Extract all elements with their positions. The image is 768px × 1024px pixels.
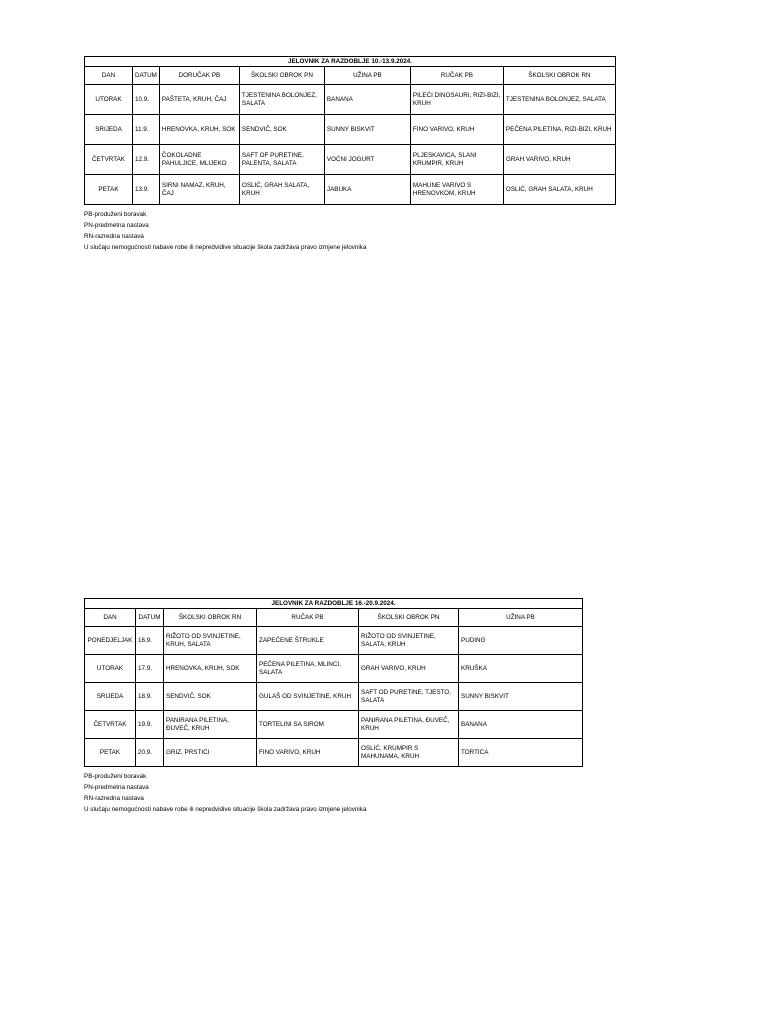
column-header: ŠKOLSKI OBROK PN bbox=[359, 609, 459, 627]
meal-cell: GRAH VARIVO, KRUH bbox=[503, 145, 615, 175]
menu-title: JELOVNIK ZA RAZDOBLJE 10.-13.9.2024. bbox=[85, 57, 616, 67]
date-cell: 19.9. bbox=[136, 711, 164, 739]
table-row bbox=[85, 115, 616, 145]
table-row bbox=[85, 655, 583, 683]
menu-title: JELOVNIK ZA RAZDOBLJE 16.-20.9.2024. bbox=[85, 599, 583, 609]
table-row bbox=[85, 683, 583, 711]
date-cell: 17.9. bbox=[136, 655, 164, 683]
column-header: DATUM bbox=[133, 67, 160, 85]
day-cell: PONEDJELJAK bbox=[85, 627, 136, 655]
note-line: U slučaju nemogućnosti nabave robe ili nepredvidive situacije škola zadržava pravo izmjene jelovnika bbox=[84, 244, 367, 251]
meal-cell: TJESTENINA BOLONJEZ, SALATA bbox=[503, 85, 615, 115]
day-cell: PETAK bbox=[85, 739, 136, 767]
meal-cell: TORTICA bbox=[459, 739, 583, 767]
meal-cell: GRIZ, PRSTIĆI bbox=[164, 739, 257, 767]
meal-cell: HRENOVKA, KRUH, SOK bbox=[159, 115, 239, 145]
note-line: PB-produženi boravak bbox=[84, 773, 147, 780]
header-row bbox=[85, 609, 583, 627]
day-cell: ČETVRTAK bbox=[85, 145, 133, 175]
meal-cell: SAFT OD PURETINE, TJESTO, SALATA bbox=[359, 683, 459, 711]
meal-cell: JABUKA bbox=[324, 175, 410, 205]
meal-cell: ČOKOLADNE PAHULJICE, MLIJEKO bbox=[159, 145, 239, 175]
column-header: ŠKOLSKI OBROK PN bbox=[239, 67, 324, 85]
date-cell: 12.9. bbox=[133, 145, 160, 175]
meal-cell: PEČENA PILETINA, MLINCI, SALATA bbox=[257, 655, 359, 683]
day-cell: SRIJEDA bbox=[85, 115, 133, 145]
date-cell: 18.9. bbox=[136, 683, 164, 711]
date-cell: 20.9. bbox=[136, 739, 164, 767]
meal-cell: PLJESKAVICA, SLANI KRUMPIR, KRUH bbox=[410, 145, 503, 175]
meal-cell: KRUŠKA bbox=[459, 655, 583, 683]
meal-cell: PEČENA PILETINA, RIZI-BIZI, KRUH bbox=[503, 115, 615, 145]
menu-table-2 bbox=[84, 598, 583, 767]
menu-table-1 bbox=[84, 56, 616, 205]
meal-cell: OSLIĆ, GRAH SALATA, KRUH bbox=[503, 175, 615, 205]
meal-cell: SENDVIČ, SOK bbox=[164, 683, 257, 711]
meal-cell: TJESTENINA BOLONJEZ, SALATA bbox=[239, 85, 324, 115]
column-header: UŽINA PB bbox=[324, 67, 410, 85]
meal-cell: SIRNI NAMAZ, KRUH, ČAJ bbox=[159, 175, 239, 205]
column-header: DORUČAK PB bbox=[159, 67, 239, 85]
day-cell: ČETVRTAK bbox=[85, 711, 136, 739]
meal-cell: SENDVIČ, SOK bbox=[239, 115, 324, 145]
meal-cell: RIŽOTO OD SVINJETINE, KRUH, SALATA bbox=[164, 627, 257, 655]
column-header: ŠKOLSKI OBROK RN bbox=[164, 609, 257, 627]
column-header: DAN bbox=[85, 67, 133, 85]
meal-cell: OSLIĆ, KRUMPIR S MAHUNAMA, KRUH bbox=[359, 739, 459, 767]
notes bbox=[84, 771, 583, 815]
menu-block-1 bbox=[84, 56, 616, 253]
note-line: PB-produženi boravak bbox=[84, 211, 147, 218]
header-row bbox=[85, 67, 616, 85]
meal-cell: FINO VARIVO, KRUH bbox=[257, 739, 359, 767]
notes bbox=[84, 209, 616, 253]
meal-cell: GRAH VARIVO, KRUH bbox=[359, 655, 459, 683]
note-line: PN-predmetna nastava bbox=[84, 222, 149, 229]
meal-cell: SUNNY BISKVIT bbox=[459, 683, 583, 711]
meal-cell: PILEĆI DINOSAURI, RIZI-BIZI, KRUH bbox=[410, 85, 503, 115]
meal-cell: PANIRANA PILETINA, ĐUVEČ, KRUH bbox=[359, 711, 459, 739]
date-cell: 10.9. bbox=[133, 85, 160, 115]
column-header: DATUM bbox=[136, 609, 164, 627]
meal-cell: SAFT OF PURETINE, PALENTA, SALATA bbox=[239, 145, 324, 175]
meal-cell: TORTELINI SA SIROM bbox=[257, 711, 359, 739]
meal-cell: BANANA bbox=[324, 85, 410, 115]
meal-cell: FINO VARIVO, KRUH bbox=[410, 115, 503, 145]
meal-cell: SUNNY BISKVIT bbox=[324, 115, 410, 145]
meal-cell: VOĆNI JOGURT bbox=[324, 145, 410, 175]
day-cell: UTORAK bbox=[85, 655, 136, 683]
meal-cell: MAHUNE VARIVO S HRENOVKOM, KRUH bbox=[410, 175, 503, 205]
meal-cell: GULAŠ OD SVINJETINE, KRUH bbox=[257, 683, 359, 711]
date-cell: 16.9. bbox=[136, 627, 164, 655]
column-header: UŽINA PB bbox=[459, 609, 583, 627]
meal-cell: PANIRANA PILETINA, ĐUVEČ, KRUH bbox=[164, 711, 257, 739]
meal-cell: ZAPEČENE ŠTRUKLE bbox=[257, 627, 359, 655]
table-row bbox=[85, 711, 583, 739]
date-cell: 11.9. bbox=[133, 115, 160, 145]
meal-cell: OSLIĆ, GRAH SALATA, KRUH bbox=[239, 175, 324, 205]
table-row bbox=[85, 145, 616, 175]
menu-block-2 bbox=[84, 598, 583, 815]
table-row bbox=[85, 85, 616, 115]
table-row bbox=[85, 627, 583, 655]
meal-cell: PUDING bbox=[459, 627, 583, 655]
date-cell: 13.9. bbox=[133, 175, 160, 205]
meal-cell: BANANA bbox=[459, 711, 583, 739]
note-line: U slučaju nemogućnosti nabave robe ili nepredvidive situacije škola zadržava pravo izmjene jelovnika bbox=[84, 806, 367, 813]
column-header: ŠKOLSKI OBROK RN bbox=[503, 67, 615, 85]
column-header: DAN bbox=[85, 609, 136, 627]
meal-cell: HRENOVKA, KRUH, SOK bbox=[164, 655, 257, 683]
day-cell: SRIJEDA bbox=[85, 683, 136, 711]
column-header: RUČAK PB bbox=[257, 609, 359, 627]
column-header: RUČAK PB bbox=[410, 67, 503, 85]
table-row bbox=[85, 175, 616, 205]
note-line: RN-razredna nastava bbox=[84, 795, 144, 802]
meal-cell: RIŽOTO OD SVINJETINE, SALATA, KRUH bbox=[359, 627, 459, 655]
meal-cell: PAŠTETA, KRUH, ČAJ bbox=[159, 85, 239, 115]
table-row bbox=[85, 739, 583, 767]
note-line: RN-razredna nastava bbox=[84, 233, 144, 240]
note-line: PN-predmetna nastava bbox=[84, 784, 149, 791]
day-cell: PETAK bbox=[85, 175, 133, 205]
day-cell: UTORAK bbox=[85, 85, 133, 115]
